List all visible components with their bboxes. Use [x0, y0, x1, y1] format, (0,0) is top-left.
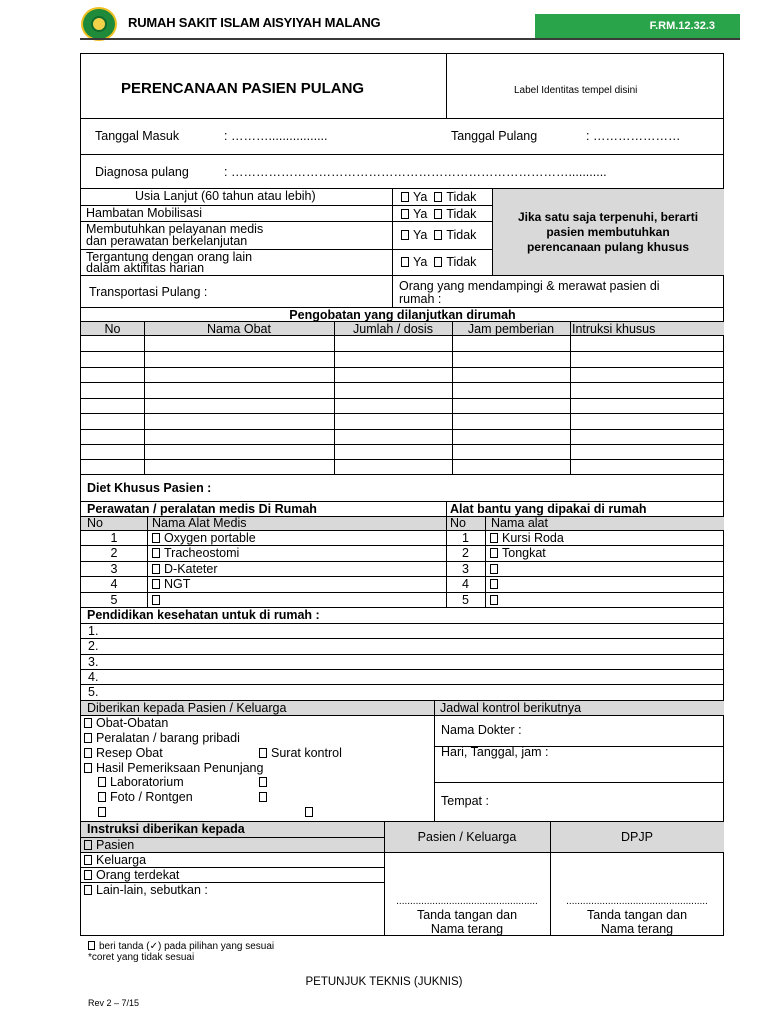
criteria-dependent-2: dalam aktifitas harian — [86, 261, 205, 275]
mobility-tidak-checkbox[interactable] — [434, 209, 442, 219]
criteria-medical-1: Membutuhkan pelayanan medis — [86, 222, 264, 236]
assistive-device-title: Alat bantu yang dipakai di rumah — [450, 502, 647, 516]
medication-col-time: Jam pemberian — [467, 322, 555, 336]
home-equipment-col-no: No — [87, 516, 103, 530]
medication-title: Pengobatan yang dilanjutkan dirumah — [289, 308, 516, 322]
hospital-name: RUMAH SAKIT ISLAM AISYIYAH MALANG — [128, 15, 381, 30]
home-equipment-item — [152, 577, 190, 591]
given-item — [259, 746, 342, 760]
test-results-checkbox[interactable] — [84, 763, 92, 773]
assistive-device-item — [490, 593, 502, 607]
close-person-checkbox[interactable] — [84, 870, 92, 880]
test-results-label: Hasil Pemeriksaan Penunjang — [96, 761, 264, 775]
home-equipment-title: Perawatan / peralatan medis Di Rumah — [87, 502, 317, 516]
others-checkbox[interactable] — [84, 885, 92, 895]
patient-label: Pasien — [96, 838, 135, 852]
admission-date-field[interactable]: : ………................. — [224, 129, 328, 143]
tidak-label: Tidak — [446, 255, 477, 269]
form-sheet — [80, 53, 724, 936]
instruction-item — [84, 868, 179, 882]
given-other-checkbox[interactable] — [305, 807, 313, 817]
given-item — [84, 761, 263, 775]
wheelchair-checkbox[interactable] — [490, 533, 498, 543]
location-field[interactable]: Tempat : — [441, 794, 489, 808]
belongings-checkbox[interactable] — [84, 733, 92, 743]
discharge-date-label: Tanggal Pulang — [451, 129, 538, 143]
given-title: Diberikan kepada Pasien / Keluarga — [87, 701, 287, 715]
caregiver-label-2: rumah : — [399, 292, 442, 306]
medical-ya-checkbox[interactable] — [401, 230, 409, 240]
medication-col-dose: Jumlah / dosis — [353, 322, 433, 336]
label-identity-note: Label Identitas tempel disini — [514, 85, 638, 96]
laboratory-label: Laboratorium — [110, 775, 184, 789]
ngt-checkbox[interactable] — [152, 579, 160, 589]
criteria-note-line-1: Jika satu saja terpenuhi, berarti — [517, 210, 699, 224]
assistive-device-col-name: Nama alat — [491, 516, 548, 530]
dependent-ya-checkbox[interactable] — [401, 257, 409, 267]
assistive-device-no: 4 — [462, 577, 469, 591]
education-line[interactable]: 4. — [88, 670, 99, 684]
home-equipment-item — [152, 562, 218, 576]
assistive-device-item — [490, 562, 502, 576]
medication-col-name: Nama Obat — [207, 322, 271, 336]
footnote-checkmark-text: beri tanda (✓) pada pilihan yang sesuai — [99, 941, 275, 952]
other-equipment-checkbox[interactable] — [152, 595, 160, 605]
belongings-label: Peralatan / barang pribadi — [96, 731, 240, 745]
signature-caption: Tanda tangan dan — [416, 908, 518, 922]
home-equipment-no: 3 — [110, 562, 118, 576]
revision-label: Rev 2 – 7/15 — [88, 998, 140, 1008]
tracheostomy-label: Tracheostomi — [164, 546, 240, 560]
tracheostomy-checkbox[interactable] — [152, 548, 160, 558]
home-equipment-item — [152, 531, 256, 545]
assistive-device-no: 3 — [462, 562, 469, 576]
ya-label: Ya — [413, 207, 428, 221]
assistive-other-checkbox[interactable] — [490, 564, 498, 574]
form-title: PERENCANAAN PASIEN PULANG — [121, 80, 365, 97]
prescription-label: Resep Obat — [96, 746, 163, 760]
header-divider — [80, 38, 740, 40]
footnote-strike: *coret yang tidak sesuai — [88, 952, 195, 963]
education-title: Pendidikan kesehatan untuk di rumah : — [87, 608, 320, 622]
mobility-ya-checkbox[interactable] — [401, 209, 409, 219]
assistive-other-checkbox[interactable] — [490, 595, 498, 605]
diagnosis-field[interactable]: : ………………………………………………………………………........... — [224, 165, 607, 179]
medicine-checkbox[interactable] — [84, 718, 92, 728]
catheter-checkbox[interactable] — [152, 564, 160, 574]
hospital-logo-icon — [81, 7, 117, 41]
caregiver-label-1: Orang yang mendampingi & merawat pasien di — [399, 279, 660, 293]
prescription-checkbox[interactable] — [84, 748, 92, 758]
transport-label: Transportasi Pulang : — [89, 285, 208, 299]
home-equipment-no: 2 — [110, 546, 118, 560]
schedule-datetime-field[interactable]: Hari, Tanggal, jam : — [441, 745, 549, 759]
control-letter-checkbox[interactable] — [259, 748, 267, 758]
ya-label: Ya — [413, 255, 428, 269]
family-label: Keluarga — [96, 853, 147, 867]
medicine-label: Obat-Obatan — [96, 716, 169, 730]
mobility-options — [401, 207, 476, 221]
schedule-title: Jadwal kontrol berikutnya — [440, 701, 582, 715]
given-item — [259, 775, 271, 789]
medical-options — [401, 228, 476, 242]
given-other-checkbox[interactable] — [259, 777, 267, 787]
assistive-device-col-no: No — [450, 516, 466, 530]
control-letter-label: Surat kontrol — [271, 746, 342, 760]
xray-label: Foto / Rontgen — [110, 790, 193, 804]
signature-caption: Nama terang — [600, 922, 674, 936]
medication-col-instruction: Intruksi khusus — [572, 322, 656, 336]
given-item — [305, 805, 317, 819]
instruction-title: Instruksi diberikan kepada — [87, 822, 245, 836]
criteria-dependent-1: Tergantung dengan orang lain — [86, 250, 253, 264]
juknis-label: PETUNJUK TEKNIS (JUKNIS) — [305, 976, 463, 988]
signature-col-dpjp: DPJP — [621, 830, 653, 844]
instruction-item — [84, 883, 208, 897]
assistive-device-no: 5 — [462, 593, 469, 607]
education-line[interactable]: 5. — [88, 685, 99, 699]
criteria-medical-2: dan perawatan berkelanjutan — [86, 234, 248, 248]
given-item — [98, 790, 193, 804]
home-equipment-item — [152, 593, 164, 607]
home-equipment-no: 1 — [110, 531, 118, 545]
catheter-label: D-Kateter — [164, 562, 218, 576]
criteria-note-line-2: pasien membutuhkan — [546, 225, 670, 239]
family-checkbox[interactable] — [84, 855, 92, 865]
given-item — [84, 746, 163, 760]
home-equipment-col-name: Nama Alat Medis — [152, 516, 247, 530]
xray-checkbox[interactable] — [98, 792, 106, 802]
signature-line-family[interactable]: ................................................... — [396, 896, 538, 907]
discharge-date-field[interactable]: : ………………… — [586, 129, 681, 143]
cane-label: Tongkat — [502, 546, 546, 560]
medical-tidak-checkbox[interactable] — [434, 230, 442, 240]
given-item — [98, 775, 184, 789]
home-equipment-no: 4 — [110, 577, 118, 591]
education-line[interactable]: 2. — [88, 639, 99, 653]
wheelchair-label: Kursi Roda — [502, 531, 564, 545]
criteria-mobility: Hambatan Mobilisasi — [86, 206, 203, 220]
dependent-tidak-checkbox[interactable] — [434, 257, 442, 267]
patient-checkbox[interactable] — [84, 840, 92, 850]
oxygen-checkbox[interactable] — [152, 533, 160, 543]
given-item — [84, 731, 240, 745]
ya-label: Ya — [413, 228, 428, 242]
checkbox-icon — [88, 941, 95, 950]
assistive-other-checkbox[interactable] — [490, 579, 498, 589]
home-equipment-no: 5 — [110, 593, 118, 607]
criteria-note-line-3: perencanaan pulang khusus — [526, 240, 690, 254]
medication-col-no: No — [104, 322, 121, 336]
signature-caption: Nama terang — [430, 922, 504, 936]
oxygen-label: Oxygen portable — [164, 531, 256, 545]
assistive-device-item — [490, 546, 546, 560]
given-other-checkbox[interactable] — [98, 807, 106, 817]
ya-label: Ya — [413, 190, 428, 204]
instruction-item — [84, 853, 146, 867]
assistive-device-no: 2 — [462, 546, 469, 560]
others-label: Lain-lain, sebutkan : — [96, 883, 208, 897]
signature-col-family: Pasien / Keluarga — [417, 830, 517, 844]
given-item — [259, 790, 271, 804]
assistive-device-item — [490, 577, 502, 591]
form-code: F.RM.12.32.3 — [535, 14, 740, 39]
education-line[interactable]: 3. — [88, 655, 99, 669]
instruction-item — [84, 838, 134, 852]
signature-line-dpjp[interactable]: ................................................... — [566, 896, 708, 907]
assistive-device-item — [490, 531, 564, 545]
home-equipment-item — [152, 546, 239, 560]
given-item — [98, 805, 110, 819]
tidak-label: Tidak — [446, 190, 477, 204]
elderly-options — [401, 190, 476, 204]
elderly-ya-checkbox[interactable] — [401, 192, 409, 202]
education-line[interactable]: 1. — [88, 624, 99, 638]
criteria-elderly: Usia Lanjut (60 tahun atau lebih) — [135, 189, 316, 203]
given-other-checkbox[interactable] — [259, 792, 267, 802]
close-person-label: Orang terdekat — [96, 868, 180, 882]
cane-checkbox[interactable] — [490, 548, 498, 558]
admission-date-label: Tanggal Masuk — [95, 129, 180, 143]
ngt-label: NGT — [164, 577, 191, 591]
diet-label: Diet Khusus Pasien : — [87, 481, 212, 495]
assistive-device-no: 1 — [462, 531, 469, 545]
given-item — [84, 716, 168, 730]
laboratory-checkbox[interactable] — [98, 777, 106, 787]
tidak-label: Tidak — [446, 228, 477, 242]
diagnosis-label: Diagnosa pulang — [95, 165, 189, 179]
signature-caption: Tanda tangan dan — [586, 908, 688, 922]
dependent-options — [401, 255, 476, 269]
elderly-tidak-checkbox[interactable] — [434, 192, 442, 202]
tidak-label: Tidak — [446, 207, 477, 221]
doctor-name-field[interactable]: Nama Dokter : — [441, 723, 522, 737]
